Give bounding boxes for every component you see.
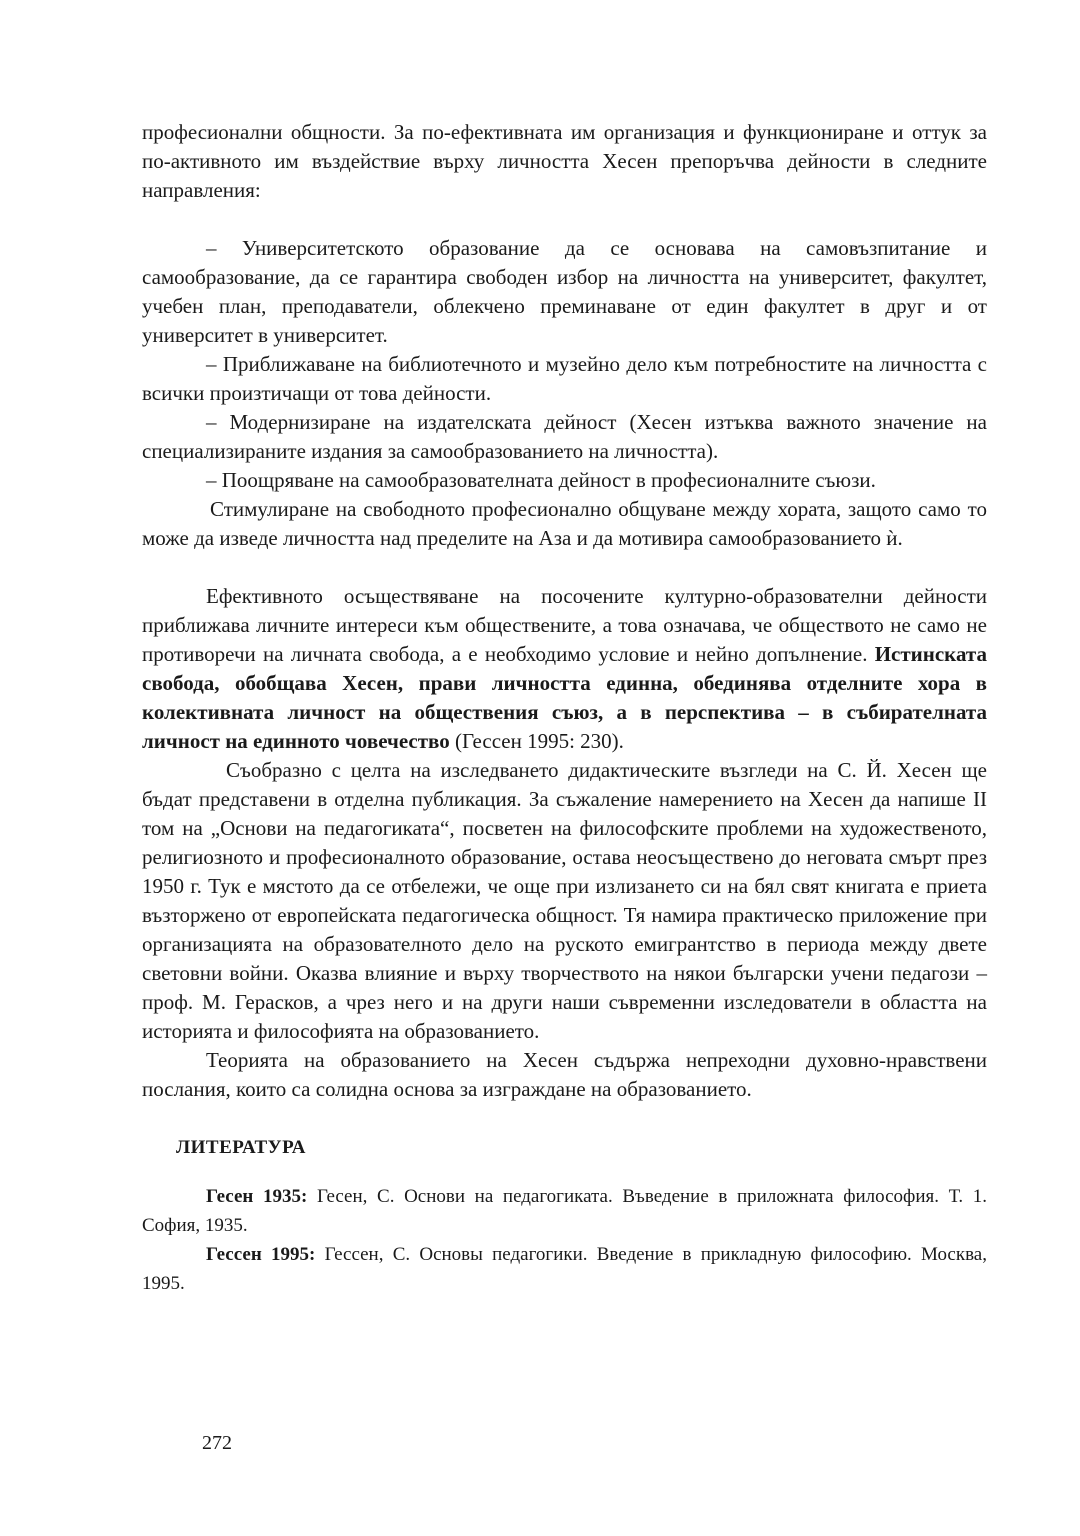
paragraph-effective-citation: (Гессен 1995: 230). — [449, 729, 624, 753]
reference-item — [142, 1182, 987, 1240]
list-item: – Поощряване на самообразователната дейност в професионалните съюзи. — [206, 468, 876, 492]
paragraph-effective — [142, 582, 987, 756]
paragraph-stimulation: Стимулиране на свободното професионално общуване между хората, защото само то може да изведе личността над пределите на Аза и да мотивира самообразованието ѝ. — [142, 497, 987, 550]
list-item: – Университетското образование да се основава на самовъзпитание и самообразование, да се гарантира свободен избор на личността на университет, факултет, учебен план, преподаватели, облекчено преминаване от един факултет в друг и от университет в университет. — [142, 236, 987, 347]
reference-item — [142, 1240, 987, 1298]
paragraph-effective-bold: Истинската свобода, обобщава Хесен, прави личността единна, обединява отделните хора в колективната личност на обществения съюз, а в перспектива – в събирателната личност на единното човечество — [142, 642, 987, 753]
reference-key: Гесен 1935: — [206, 1186, 308, 1207]
reference-text: Гесен, С. Основи на педагогиката. Въведение в приложната философия. Т. 1. София, 1935. — [142, 1186, 987, 1236]
paragraph-effective-text: Ефективното осъществяване на посочените културно-образователни дейности приближава личните интереси към обществените, а това означава, че обществото не само не противоречи на личната свобода, а е необходимо условие и нейно допълнение. — [142, 584, 987, 666]
page-number: 272 — [202, 1432, 232, 1454]
page-body — [142, 118, 987, 1298]
paragraph-didactic: Съобразно с целта на изследването дидактическите възгледи на С. Й. Хесен ще бъдат представени в отделна публикация. За съжаление намерението на Хесен да напише II том на „Основи на педагогиката“, посветен на философските проблеми на художественото, религиозното и професионалното образование, остава неосъществено до неговата смърт през 1950 г. Тук е мястото да се отбележи, че още при излизането си на бял свят книгата е приета възторжено от европейската педагогическа общност. Тя намира практическо приложение при организацията на образователното дело на руското емигрантство в периода между двете световни войни. Оказва влияние и върху творчеството на някои български учени педагози – проф. М. Герасков, а чрез него и на други наши съвременни изследователи в областта на историята и философията на образованието. — [142, 758, 987, 1043]
paragraph-intro: професионални общности. За по-ефективната им организация и функциониране и оттук за по-активното им въздействие върху личността Хесен препоръчва дейности в следните направления: — [142, 120, 987, 202]
list-item: – Приближаване на библиотечното и музейно дело към потребностите на личността с всички произтичащи от това дейности. — [142, 352, 987, 405]
list-item: – Модернизиране на издателската дейност (Хесен изтъква важното значение на специализираните издания за самообразованието на личността). — [142, 410, 987, 463]
references-heading: ЛИТЕРАТУРА — [176, 1137, 307, 1158]
references-list — [142, 1182, 987, 1298]
reference-text: Гессен, С. Основы педагогики. Введение в прикладную философию. Москва, 1995. — [142, 1244, 987, 1294]
paragraph-conclusion: Теорията на образованието на Хесен съдържа непреходни духовно-нравствени послания, които са солидна основа за изграждане на образованието. — [142, 1048, 987, 1101]
reference-key: Гессен 1995: — [206, 1244, 316, 1265]
